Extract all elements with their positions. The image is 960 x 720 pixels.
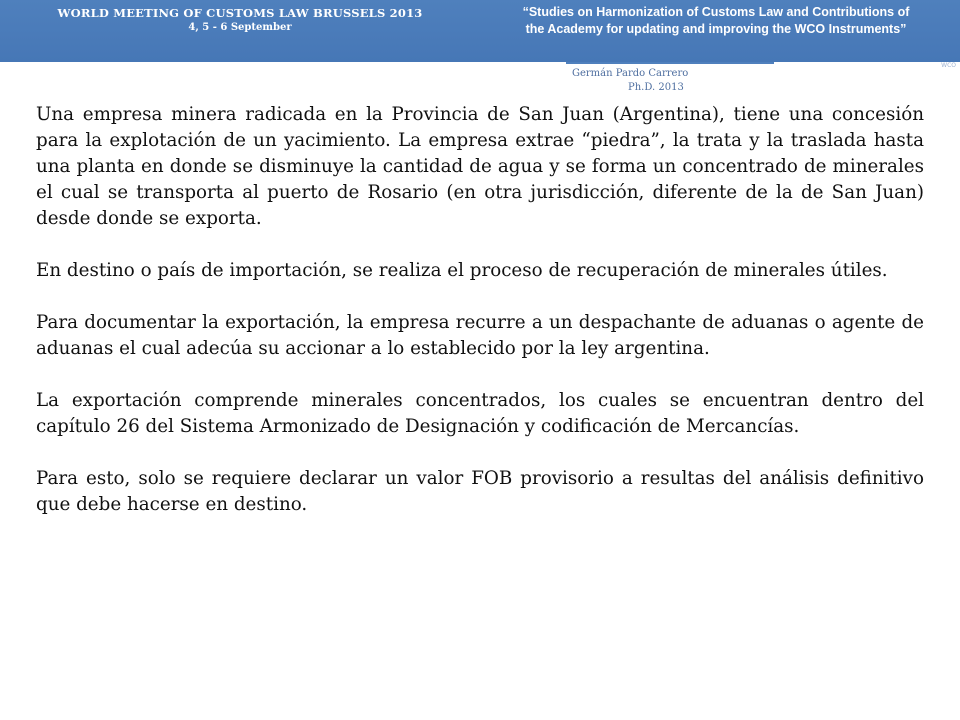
paragraph-2: En destino o país de importación, se realiza el proceso de recuperación de minerales útiles. [36, 260, 888, 281]
event-dates: 4, 5 - 6 September [188, 22, 292, 33]
study-title-line-1: “Studies on Harmonization of Customs Law and Contributions of [522, 5, 910, 19]
header-banner [0, 0, 960, 62]
event-title: WORLD MEETING OF CUSTOMS LAW BRUSSELS 2013 [57, 6, 423, 20]
author-name: Germán Pardo Carrero [572, 68, 689, 79]
body-text [36, 102, 924, 544]
author-block [572, 67, 688, 95]
paragraph-1: Una empresa minera radicada en la Provincia de San Juan (Argentina), tiene una concesión para la explotación de un yacimiento. La empresa extrae “piedra”, la trata y la traslada hasta una planta en donde se disminuye la cantidad de agua y se forma un concentrado de minerales el cual se transporta al puerto de Rosario (en otra jurisdicción, diferente de la de San Juan) desde donde se exporta. [36, 104, 924, 229]
paragraph-4: La exportación comprende minerales concentrados, los cuales se encuentran dentro del capítulo 26 del Sistema Armonizado de Designación y codificación de Mercancías. [36, 390, 924, 437]
event-block [0, 6, 480, 35]
corner-mark: WCO [941, 62, 956, 69]
author-degree: Ph.D. 2013 [628, 82, 684, 93]
study-title-line-2: the Academy for updating and improving the WCO Instruments” [525, 22, 907, 36]
paragraph-5: Para esto, solo se requiere declarar un valor FOB provisorio a resultas del análisis definitivo que debe hacerse en destino. [36, 468, 924, 515]
paragraph-3: Para documentar la exportación, la empresa recurre a un despachante de aduanas o agente de aduanas el cual adecúa su accionar a lo establecido por la ley argentina. [36, 312, 924, 359]
study-title [478, 4, 954, 38]
author-divider [566, 62, 774, 64]
